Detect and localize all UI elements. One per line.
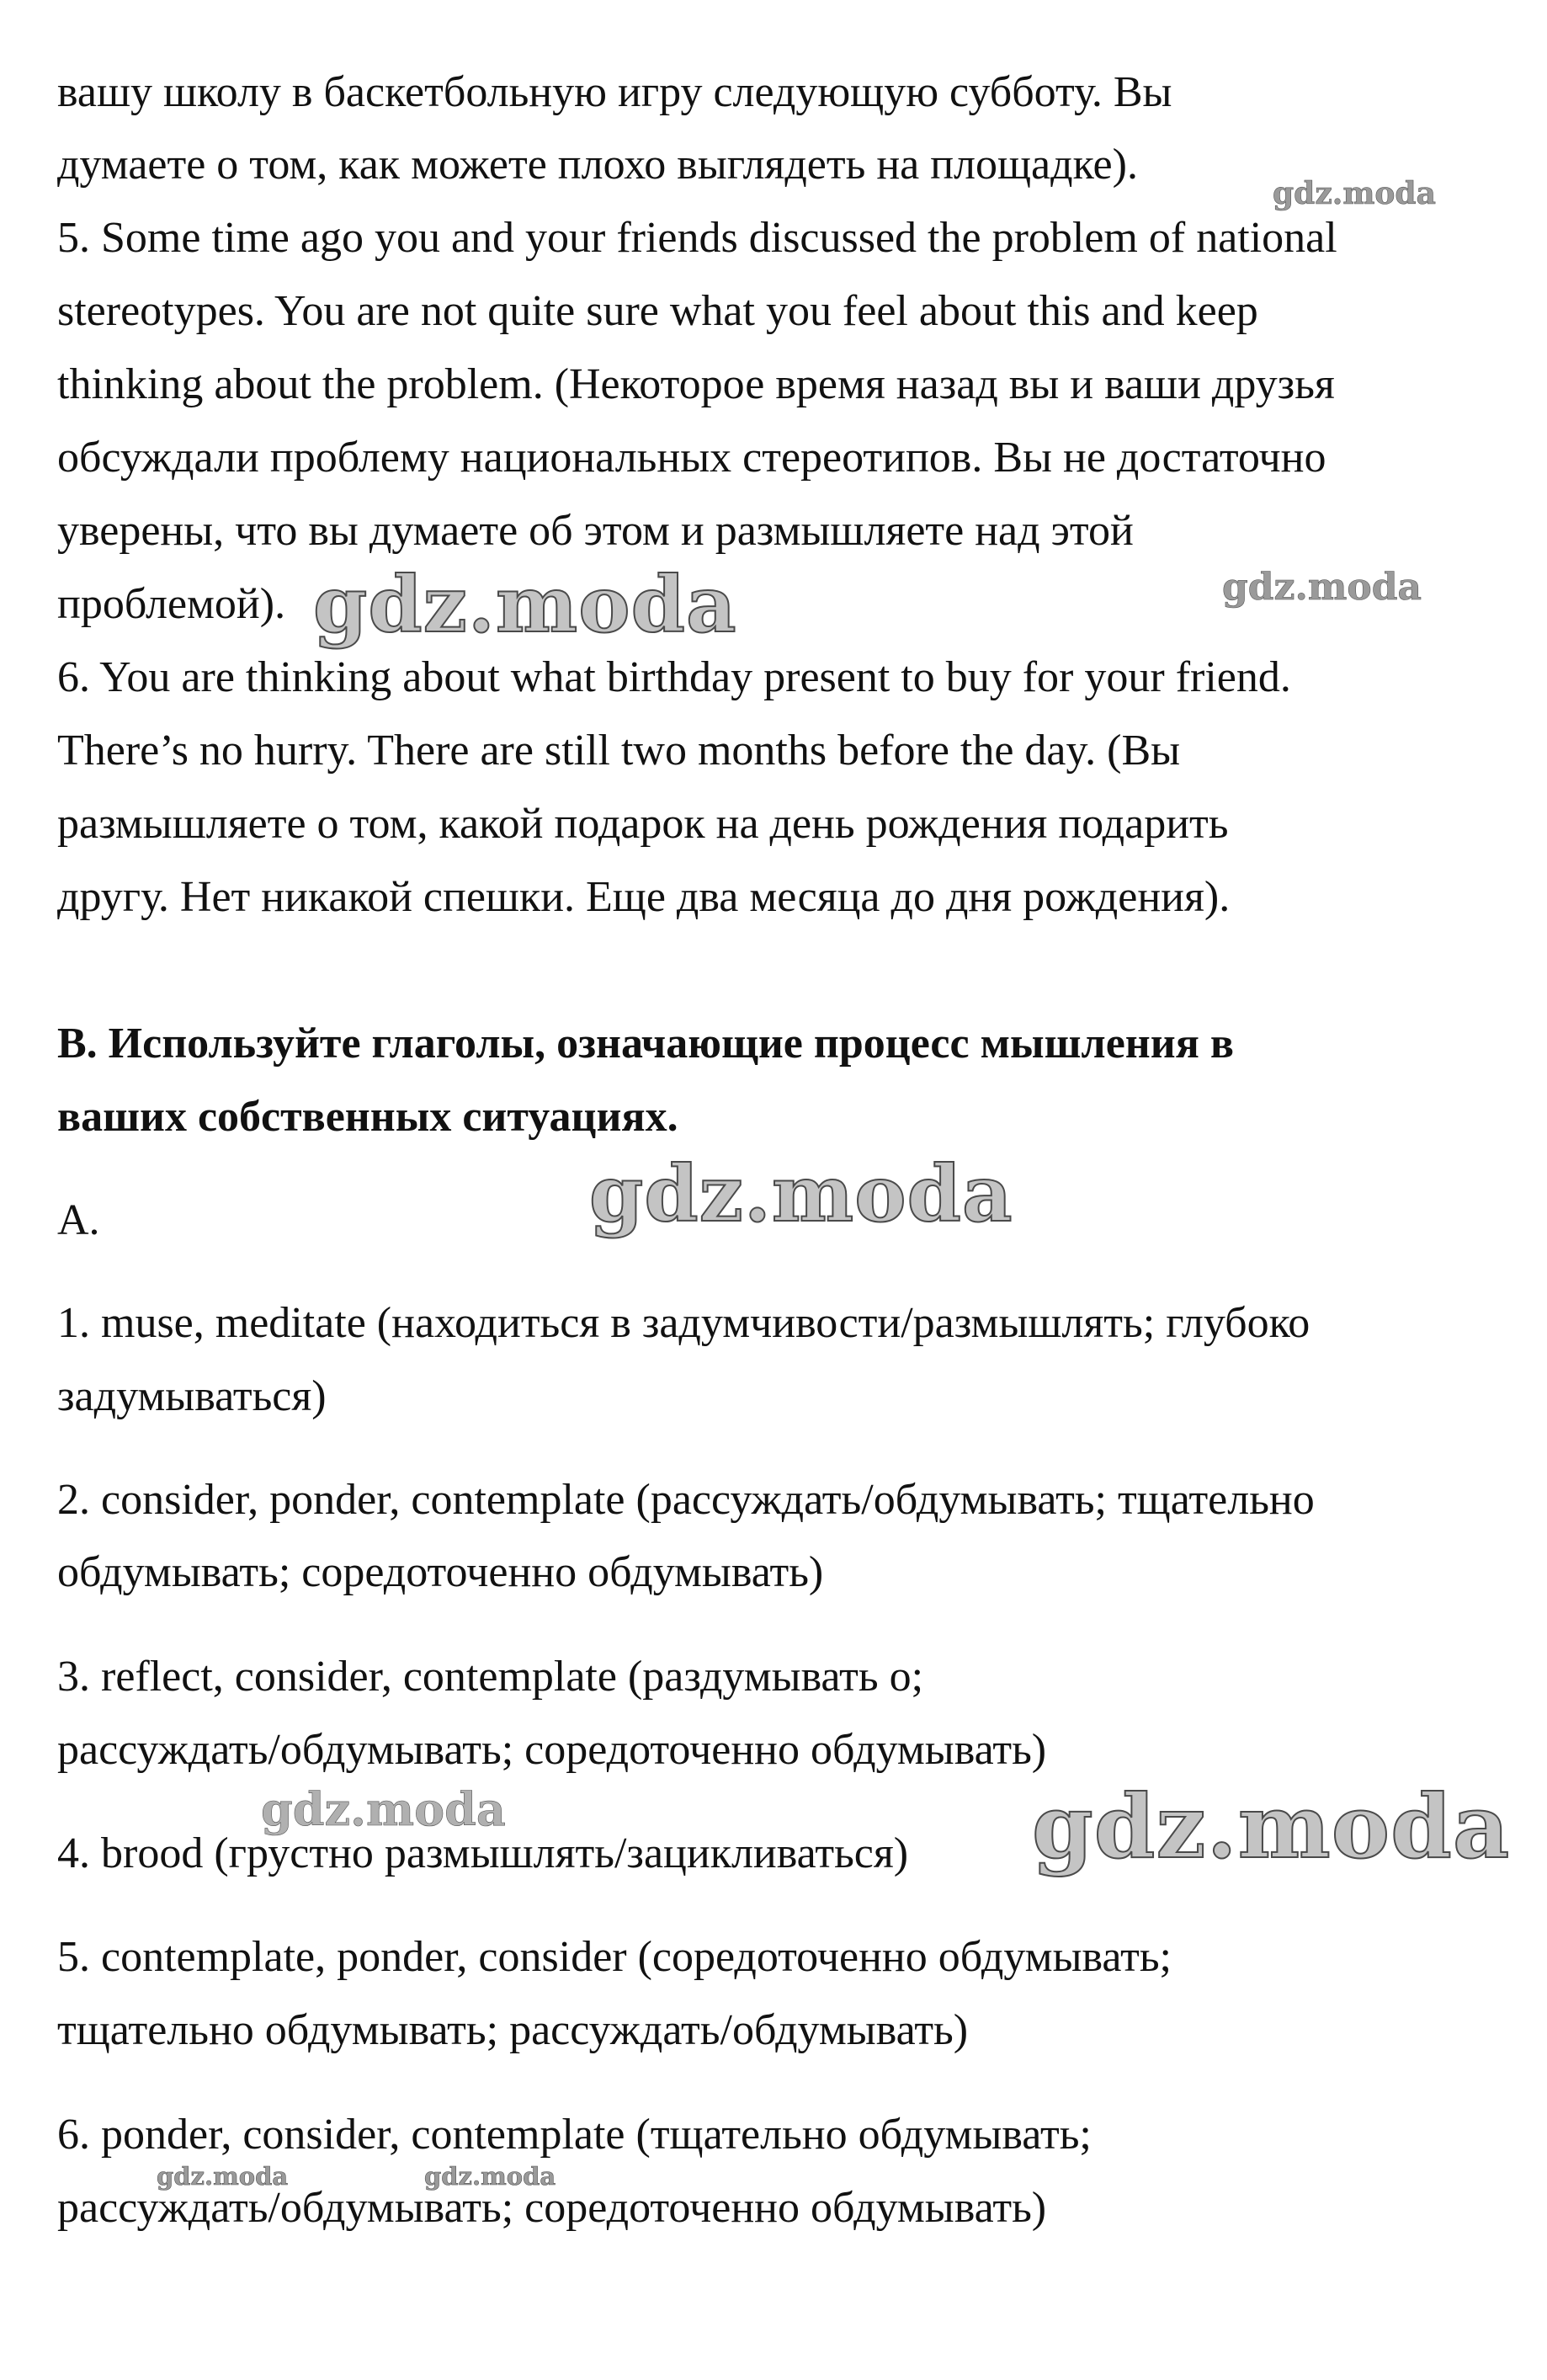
watermark: gdz.moda <box>261 1782 506 1836</box>
item6-line: 6. You are thinking about what birthday present to buy for your friend. <box>57 653 1291 701</box>
watermark: gdz.moda <box>157 2162 289 2191</box>
item6-line: размышляете о том, какой подарок на день рождения подарить <box>57 800 1229 848</box>
answer-line: 2. consider, ponder, contemplate (рассуждать/обдумывать; тщательно <box>57 1476 1315 1524</box>
paragraph-line: вашу школу в баскетбольную игру следующую субботу. Вы <box>57 68 1172 116</box>
answer-line: тщательно обдумывать; рассуждать/обдумывать) <box>57 2006 969 2054</box>
item5-line: stereotypes. You are not quite sure what you feel about this and keep <box>57 287 1258 335</box>
answer-line: 5. contemplate, ponder, consider (соредоточенно обдумывать; <box>57 1933 1172 1981</box>
answer-line: 4. brood (грустно размышлять/зацикливаться) <box>57 1829 909 1877</box>
answer-line: рассуждать/обдумывать; соредоточенно обдумывать) <box>57 2184 1047 2232</box>
item5-line: 5. Some time ago you and your friends discussed the problem of national <box>57 214 1337 262</box>
watermark: gdz.moda <box>424 2162 556 2191</box>
answer-line: 6. ponder, consider, contemplate (тщательно обдумывать; <box>57 2111 1092 2159</box>
section-heading: ваших собственных ситуациях. <box>57 1093 678 1141</box>
item5-line: уверены, что вы думаете об этом и размышляете над этой <box>57 507 1134 555</box>
watermark: gdz.moda <box>589 1148 1013 1239</box>
answer-line: 1. muse, meditate (находиться в задумчивости/размышлять; глубоко <box>57 1299 1310 1347</box>
item5-line: обсуждали проблему национальных стереотипов. Вы не достаточно <box>57 434 1326 482</box>
item6-line: другу. Нет никакой спешки. Еще два месяца до дня рождения). <box>57 873 1231 921</box>
item5-line: проблемой). <box>57 580 286 628</box>
answer-line: рассуждать/обдумывать; соредоточенно обдумывать) <box>57 1726 1047 1774</box>
answer-line: задумываться) <box>57 1372 327 1420</box>
item5-line: thinking about the problem. (Некоторое время назад вы и ваши друзья <box>57 360 1335 408</box>
paragraph-line: думаете о том, как можете плохо выглядеть на площадке). <box>57 141 1138 189</box>
watermark: gdz.moda <box>1032 1775 1511 1878</box>
answer-line: 3. reflect, consider, contemplate (раздумывать о; <box>57 1653 924 1701</box>
watermark: gdz.moda <box>1273 176 1436 211</box>
answer-line: обдумывать; соредоточенно обдумывать) <box>57 1548 824 1596</box>
subheading-a: A. <box>57 1196 100 1244</box>
item6-line: There’s no hurry. There are still two months before the day. (Вы <box>57 727 1181 775</box>
watermark: gdz.moda <box>313 559 737 650</box>
watermark: gdz.moda <box>1222 566 1422 609</box>
section-heading: B. Используйте глаголы, означающие процесс мышления в <box>57 1020 1234 1068</box>
